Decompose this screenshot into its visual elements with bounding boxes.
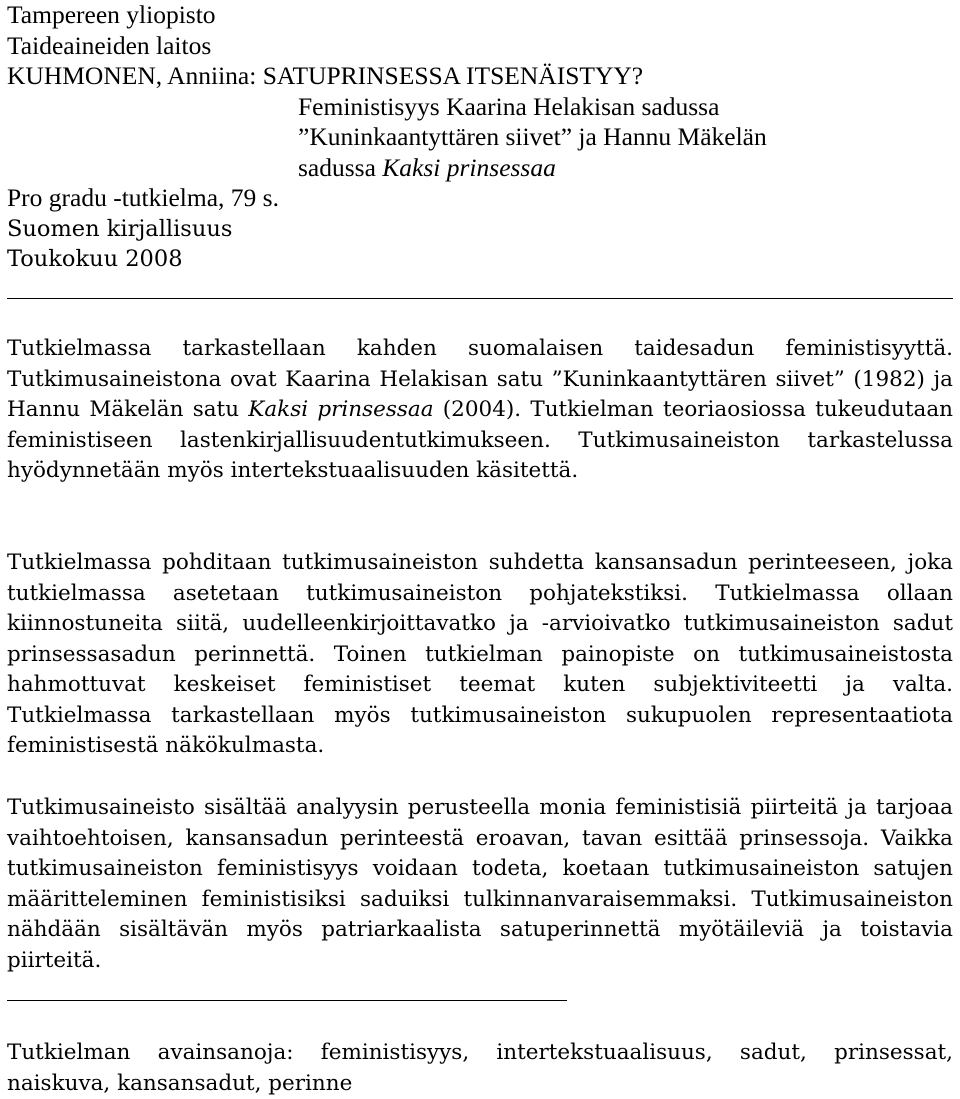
subtitle-italic-title: Kaksi prinsessaa	[382, 152, 556, 182]
abstract-paragraph-2: Tutkielmassa pohditaan tutkimusaineiston suhdetta kansansadun perinteeseen, joka tutkielmassa asetetaan tutkimusaineiston pohjatekstiksi. Tutkielmassa ollaan kiinnostuneita siitä, uudelleenkirjoittavatko ja -arvioivatko tutkimusaineiston sadut prinsessasadun perinnettä. Toinen tutkielman painopiste on tutkimusaineistosta hahmottuvat keskeiset feministiset teemat kuten subjektiviteetti ja valta. Tutkielmassa tarkastellaan myös tutkimusaineiston sukupuolen representaatiota feministisestä näkökulmasta.	[7, 550, 953, 758]
subtitle-line-1: Feministisyys Kaarina Helakisan sadussa	[298, 91, 720, 121]
subject: Suomen kirjallisuus	[7, 215, 233, 242]
separator-rule-top	[7, 298, 953, 299]
university: Tampereen yliopisto	[7, 0, 216, 29]
header-block	[7, 0, 953, 275]
author-title: KUHMONEN, Anniina: SATUPRINSESSA ITSENÄISTYY?	[7, 61, 644, 90]
abstract-paragraph-1	[7, 334, 953, 487]
abstract-p1-text-a: Tutkielmassa tarkastellaan kahden suomalaisen taidesadun feministisyyttä. Tutkimusaineistona ovat Kaarina Helakisan satu ”Kuninkaantyttären siivet” (1982) ja Hannu Mäkelän satu	[7, 336, 953, 422]
abstract-p1-italic-title: Kaksi prinsessaa	[248, 397, 434, 422]
subtitle-line-3-text: sadussa	[298, 152, 383, 182]
thesis-type: Pro gradu -tutkielma, 79 s.	[7, 183, 279, 212]
abstract-paragraph-3: Tutkimusaineisto sisältää analyysin perusteella monia feministisiä piirteitä ja tarjoaa vaihtoehtoisen, kansansadun perinteestä eroavan, tavan esittää prinsessoja. Vaikka tutkimusaineiston feministisyys voidaan todeta, koetaan tutkimusaineiston satujen määritteleminen feministisiksi saduiksi tulkinnanvaraisemmaksi. Tutkimusaineiston nähdään sisältävän myös patriarkaalista satuperinnettä myötäileviä ja toistavia piirteitä.	[7, 795, 953, 973]
subtitle-line-3	[7, 153, 953, 184]
department: Taideaineiden laitos	[7, 30, 212, 60]
separator-rule-bottom	[7, 1000, 567, 1001]
abstract-p1-text-b: (2004). Tutkielman teoriaosiossa tukeudutaan feministiseen lastenkirjallisuudentutkimukseen. Tutkimusaineiston tarkastelussa hyödynnetään myös intertekstuaalisuuden käsitettä.	[7, 397, 953, 483]
keywords: Tutkielman avainsanoja: feministisyys, intertekstuaalisuus, sadut, prinsessat, naiskuva, kansansadut, perinne	[7, 1040, 953, 1096]
date: Toukokuu 2008	[7, 246, 183, 272]
subtitle-line-2: ”Kuninkaantyttären siivet” ja Hannu Mäkelän	[298, 122, 767, 151]
